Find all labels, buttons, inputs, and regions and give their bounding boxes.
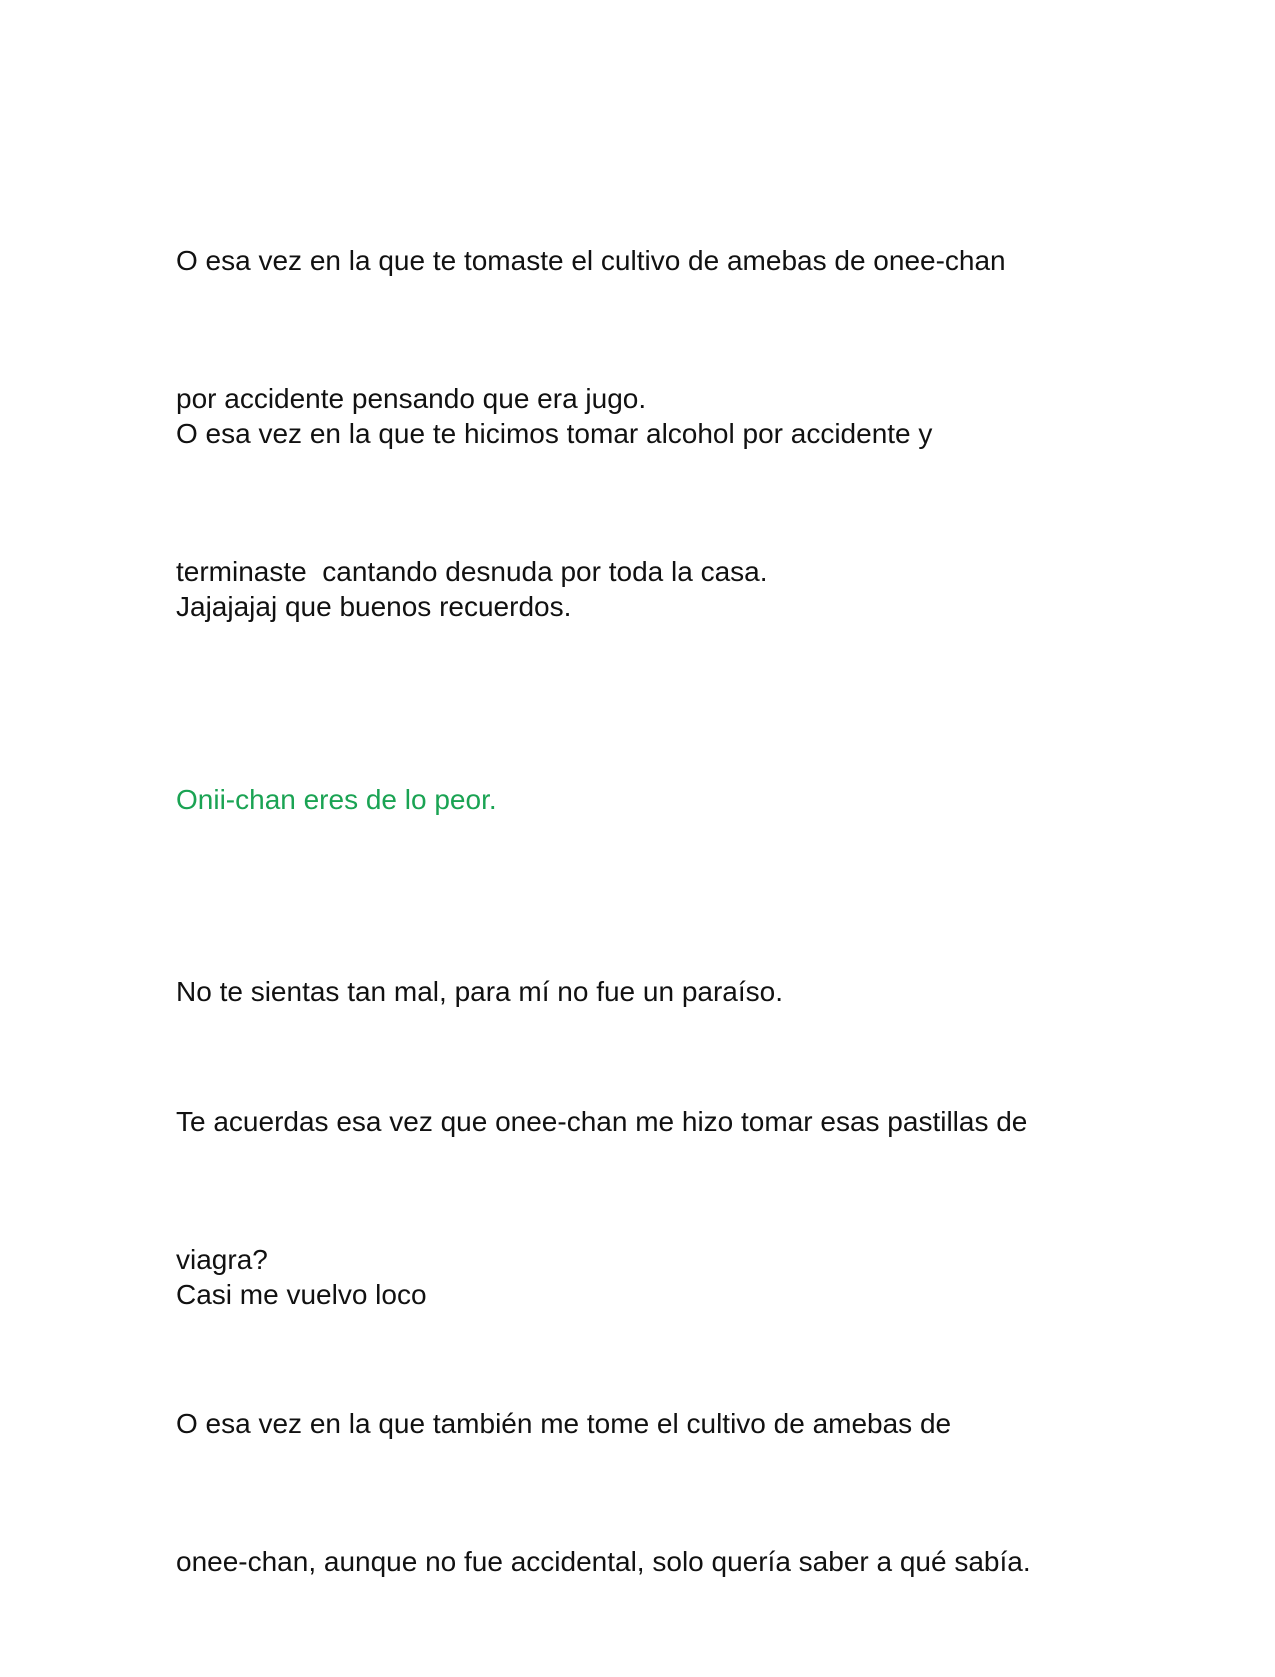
text-line: Te acuerdas esa vez que onee-chan me hizo tomar esas pastillas de (176, 1106, 1028, 1137)
text-line: O esa vez en la que también me tome el cultivo de amebas de (176, 1408, 952, 1439)
text-line: terminaste cantando desnuda por toda la casa. (176, 556, 768, 587)
text-line: O esa vez en la que te hicimos tomar alcohol por accidente y (176, 418, 933, 449)
text-line: Jajajajaj que buenos recuerdos. (176, 591, 572, 622)
text-line: Onii-chan eres de lo peor. (176, 784, 497, 815)
paragraph-amoeba-intentional (176, 1309, 1106, 1677)
text-line: viagra? (176, 1244, 268, 1275)
text-line: No te sientas tan mal, para mí no fue un paraíso. (176, 976, 784, 1007)
text-line: O esa vez en la que te tomaste el cultivo de amebas de onee-chan (176, 245, 1006, 276)
text-line: Casi me vuelvo loco (176, 1279, 427, 1310)
text-line: por accidente pensando que era jugo. (176, 383, 647, 414)
text-line: onee-chan, aunque no fue accidental, solo quería saber a qué sabía. (176, 1546, 1031, 1577)
